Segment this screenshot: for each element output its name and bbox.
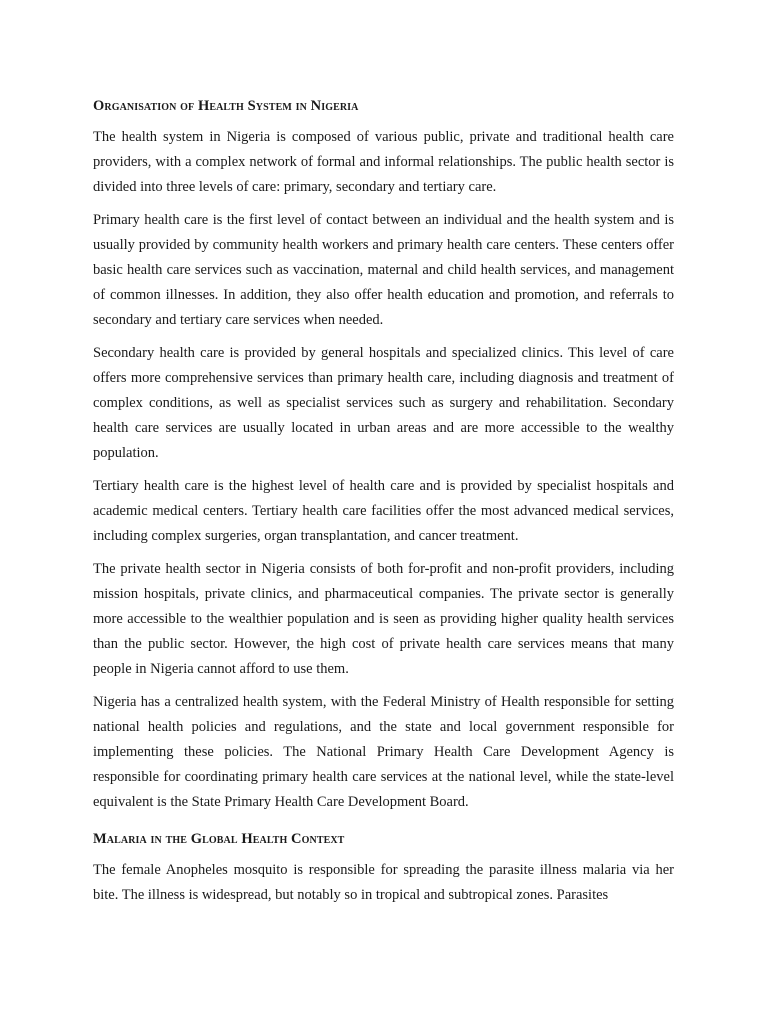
paragraph-centralized-system: Nigeria has a centralized health system, with the Federal Ministry of Health responsible for setting national health policies and regulations, and the state and local government responsible for implementing these policies. The National Primary Health Care Development Agency is responsible for coordinating primary health care services at the national level, while the state-level equivalent is the State Primary Health Care Development Board. bbox=[93, 694, 674, 810]
paragraph-secondary-care: Secondary health care is provided by general hospitals and specialized clinics. This level of care offers more comprehensive services than primary health care, including diagnosis and treatment of complex conditions, as well as specialist services such as surgery and rehabilitation. Secondary health care services are usually located in urban areas and are more accessible to the wealthy population. bbox=[93, 345, 674, 461]
paragraph-health-system-overview: The health system in Nigeria is composed of various public, private and traditional health care providers, with a complex network of formal and informal relationships. The public health sector is divided into three levels of care: primary, secondary and tertiary care. bbox=[93, 129, 674, 195]
section-heading-malaria: Malaria in the Global Health Context bbox=[93, 831, 345, 847]
paragraph-primary-care: Primary health care is the first level of contact between an individual and the health system and is usually provided by community health workers and primary health care centers. These centers offer basic health care services such as vaccination, maternal and child health services, and management of common illnesses. In addition, they also offer health education and promotion, and referrals to secondary and tertiary care services when needed. bbox=[93, 212, 674, 328]
document-page bbox=[93, 96, 674, 916]
paragraph-private-sector: The private health sector in Nigeria consists of both for-profit and non-profit providers, including mission hospitals, private clinics, and pharmaceutical companies. The private sector is generally more accessible to the wealthier population and is seen as providing higher quality health services than the public sector. However, the high cost of private health care services means that many people in Nigeria cannot afford to use them. bbox=[93, 561, 674, 677]
paragraph-tertiary-care: Tertiary health care is the highest level of health care and is provided by specialist hospitals and academic medical centers. Tertiary health care facilities offer the most advanced medical services, including complex surgeries, organ transplantation, and cancer treatment. bbox=[93, 478, 674, 544]
paragraph-malaria-intro: The female Anopheles mosquito is responsible for spreading the parasite illness malaria via her bite. The illness is widespread, but notably so in tropical and subtropical zones. Parasites bbox=[93, 862, 674, 903]
section-heading-health-system: Organisation of Health System in Nigeria bbox=[93, 98, 359, 114]
